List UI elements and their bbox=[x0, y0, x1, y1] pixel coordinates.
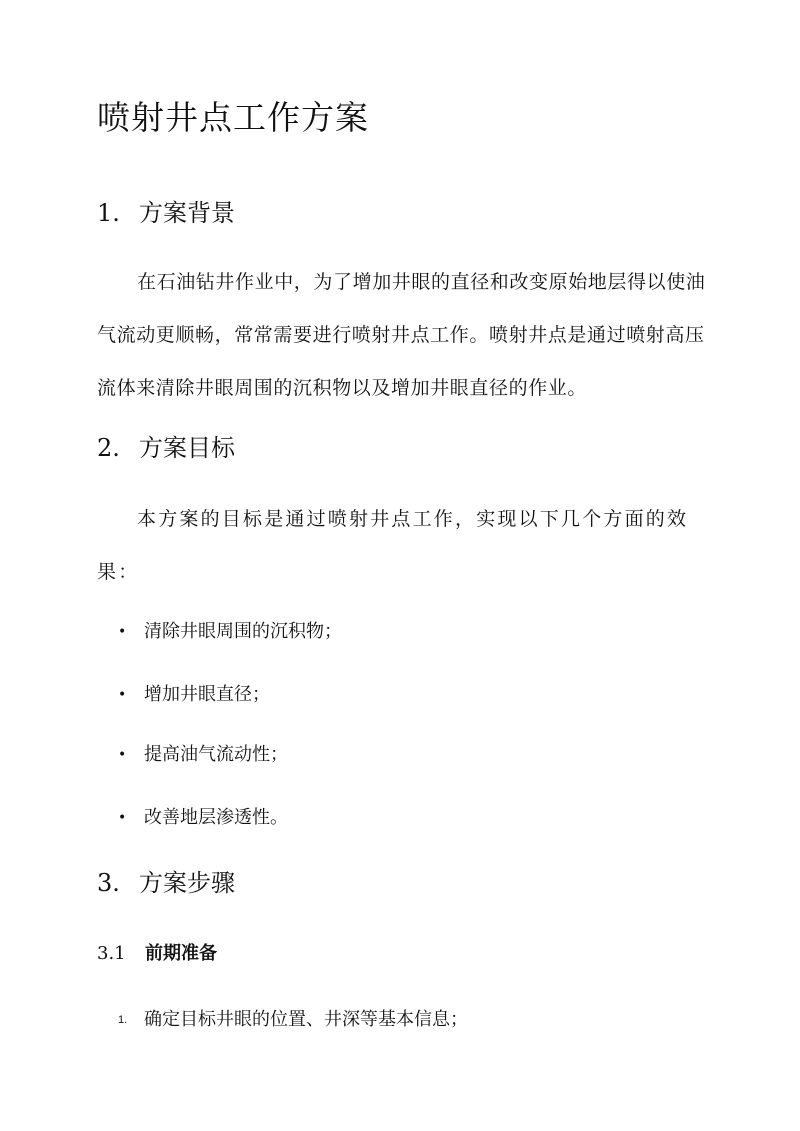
section-heading-goals bbox=[97, 431, 235, 465]
bullet-icon: • bbox=[118, 747, 127, 763]
bullet-icon: • bbox=[118, 810, 127, 826]
list-item-text: 改善地层渗透性。 bbox=[144, 807, 288, 828]
list-item bbox=[118, 619, 342, 645]
bullet-icon: • bbox=[118, 624, 127, 640]
list-item-text: 清除井眼周围的沉积物； bbox=[144, 621, 342, 642]
subsection-title: 前期准备 bbox=[145, 943, 217, 964]
section-heading-background bbox=[97, 196, 235, 230]
section-number: 1. bbox=[97, 199, 120, 227]
list-item-number: 1. bbox=[118, 1014, 128, 1026]
goals-paragraph: 本方案的目标是通过喷射井点工作，实现以下几个方面的效果： bbox=[97, 508, 689, 583]
list-item-text: 提高油气流动性； bbox=[144, 744, 288, 765]
list-item bbox=[118, 742, 288, 768]
list-item-text: 确定目标井眼的位置、井深等基本信息； bbox=[144, 1009, 468, 1030]
section-number: 2. bbox=[97, 434, 120, 462]
bullet-icon: • bbox=[118, 687, 127, 703]
list-item bbox=[118, 682, 270, 708]
document-title: 喷射井点工作方案 bbox=[97, 98, 369, 137]
section-number: 3. bbox=[97, 869, 120, 897]
background-paragraph: 在石油钻井作业中，为了增加井眼的直径和改变原始地层得以使油气流动更顺畅，常常需要进行喷射井点工作。喷射井点是通过喷射高压流体来清除井眼周围的沉积物以及增加井眼直径的作业。 bbox=[97, 271, 706, 399]
list-item bbox=[118, 1007, 468, 1033]
subsection-heading-preparation bbox=[97, 941, 217, 967]
list-item-text: 增加井眼直径； bbox=[144, 684, 270, 705]
list-item bbox=[118, 805, 288, 831]
subsection-number: 3.1 bbox=[97, 943, 126, 964]
section-title: 方案步骤 bbox=[139, 869, 235, 897]
section-title: 方案背景 bbox=[139, 199, 235, 227]
section-title: 方案目标 bbox=[139, 434, 235, 462]
section-heading-steps bbox=[97, 866, 235, 900]
